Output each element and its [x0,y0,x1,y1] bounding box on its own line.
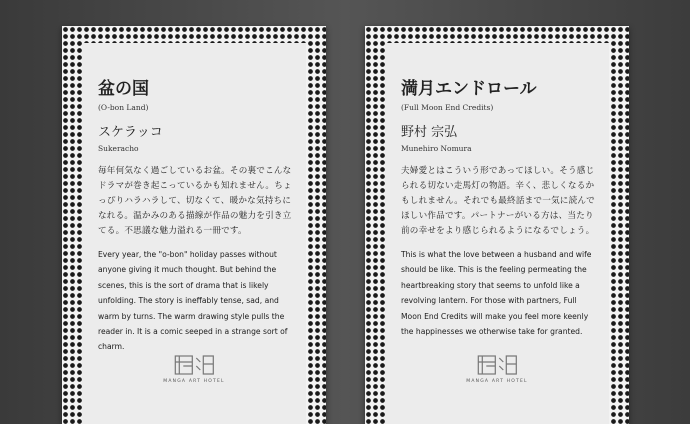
description-jp: 夫婦愛とはこういう形であってほしい。そう感じられる切ない走馬灯の物語。辛く、悲しくなるかもしれません。それでも最終話まで一気に読んでほしい作品です。パートナーがいる方は、当たり前の幸せをより感じられるようになるでしょう。 [401,166,595,236]
author-name-en: Munehiro Nomura [401,144,472,153]
card-full-moon-end-credits [365,26,629,424]
hotel-logo-icon [476,354,518,376]
description-en: Every year, the "o-bon" holiday passes without anyone giving it much thought. But behind the scenes, this is the sort of drama that is likely unfolding. The story is ineffably tense, sad, and warm by turns. The warm drawing style pulls the reader in. It is a comic seeped in a strange sort of charm. [98,250,288,352]
manga-art-hotel-logo [466,354,527,384]
card-obon-land [62,26,326,424]
book-subtitle: (Full Moon End Credits) [401,103,494,112]
description-en: This is what the love between a husband and wife should be like. This is the feeling permeating the heartbreaking story that seems to unfold like a revolving lantern. For those with partners, Full Moon End Credits will make you feel more keenly the happinesses we otherwise take for granted. [401,250,592,337]
author-name-jp: 野村 宗弘 [401,125,458,140]
author-name-jp: スケラッコ [98,125,163,140]
hotel-logo-icon [173,354,215,376]
book-subtitle: (O-bon Land) [98,103,149,112]
book-title: 盆の国 [98,79,149,99]
hotel-logo-text: MANGA ART HOTEL [466,379,528,384]
description-jp: 毎年何気なく過ごしているお盆。その裏でこんなドラマが巻き起こっているかも知れません。ちょっぴりハラハラして、切なくて、暖かな気持ちになれる。温かみのある描線が作品の魅力を引き立てる。不思議な魅力溢れる一冊です。 [98,166,292,236]
hotel-logo-text: MANGA ART HOTEL [163,379,225,384]
author-name-en: Sukeracho [98,144,139,153]
manga-art-hotel-logo [163,354,224,384]
book-title: 満月エンドロール [401,79,537,99]
